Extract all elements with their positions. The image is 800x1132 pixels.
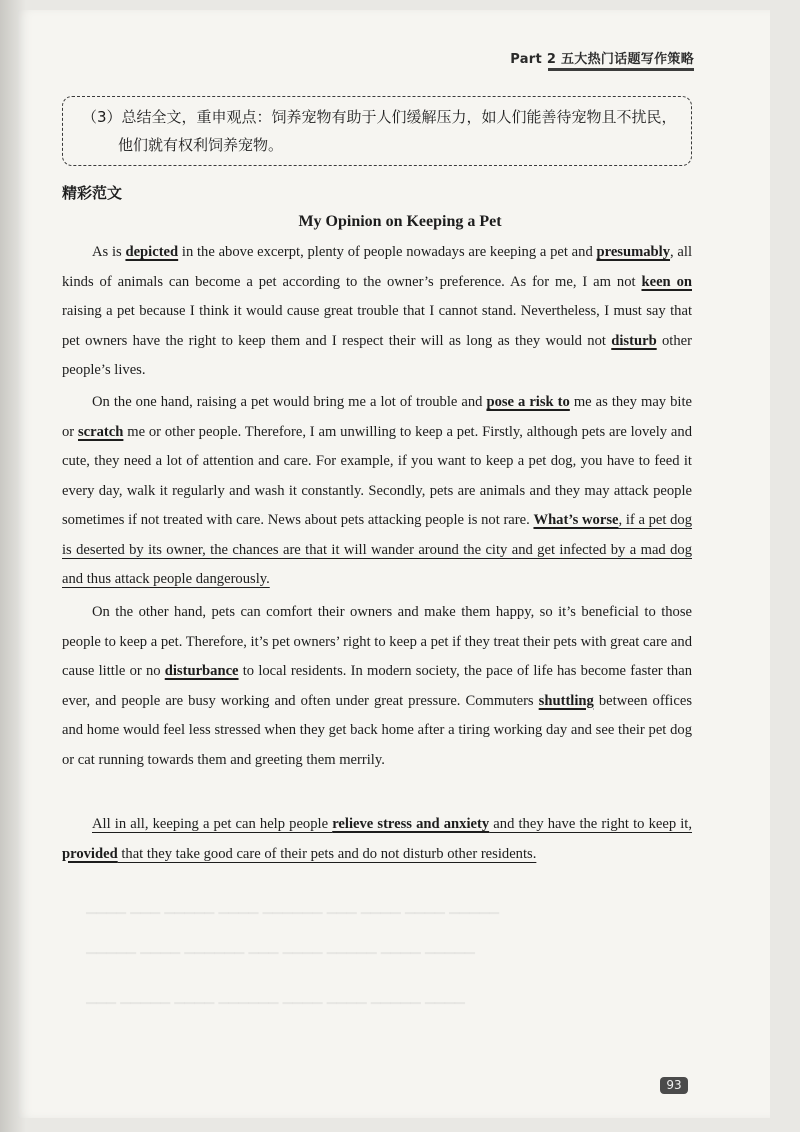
text: me as they may bite or	[62, 394, 692, 440]
underlined-sentence: All in all, keeping a pet can help people	[92, 816, 333, 832]
keyword: provided	[62, 845, 118, 862]
text: As is	[92, 244, 126, 260]
keyword: disturbance	[164, 663, 239, 679]
keyword: presumably	[596, 244, 671, 260]
essay-paragraph-1	[62, 238, 692, 386]
outline-line-2: 他们就有权利饲养宠物。	[118, 136, 284, 154]
essay-paragraph-3	[62, 598, 692, 775]
keyword: relieve stress and anxiety	[332, 816, 490, 832]
essay-paragraph-4	[62, 810, 692, 869]
bleed-through-texture: ▁▁▁ ▁▁▁▁▁ ▁▁▁▁ ▁▁▁▁▁▁ ▁▁▁▁ ▁▁▁▁ ▁▁▁▁▁ ▁▁▁▁	[86, 990, 465, 1005]
keyword: disturb	[611, 332, 657, 349]
header-rule	[548, 68, 694, 71]
underlined-sentence: that they take good care of their pets and do not disturb other residents.	[117, 845, 537, 862]
text: to local residents. In modern society, the pace of life has become faster than ever, and people are busy working and often under great pressure. Commuters	[62, 663, 692, 709]
text: On the one hand, raising a pet would bring me a lot of trouble and	[92, 394, 487, 410]
outline-line-1: （3）总结全文，重申观点：饲养宠物有助于人们缓解压力，如人们能善待宠物且不扰民，	[82, 108, 677, 126]
keyword: pose a risk to	[486, 394, 570, 410]
text: , all kinds of animals can become a pet according to the owner’s preference. As for me, I am not	[62, 244, 692, 290]
text: other people’s lives.	[62, 332, 692, 378]
bleed-through-texture: ▁▁▁▁▁ ▁▁▁▁ ▁▁▁▁▁▁ ▁▁▁ ▁▁▁▁ ▁▁▁▁▁ ▁▁▁▁ ▁▁▁▁▁	[86, 940, 475, 955]
underlined-sentence: , if a pet dog is deserted by its owner, the chances are that it will wander around the city and get infected by a mad dog and thus attack people dangerously.	[62, 512, 693, 587]
keyword: scratch	[78, 423, 124, 440]
text: in the above excerpt, plenty of people nowadays are keeping a pet and	[178, 244, 597, 260]
keyword: What’s worse	[533, 512, 619, 528]
underlined-sentence: and they have the right to keep it,	[489, 816, 693, 832]
text: On the other hand, pets can comfort their owners and make them happy, so it’s beneficial to those people to keep a pet. Therefore, it’s pet owners’ right to keep a pet if they treat their pets with great care and cause little or no	[62, 604, 692, 679]
keyword: shuttling	[538, 692, 594, 709]
essay-title: My Opinion on Keeping a Pet	[298, 213, 502, 230]
keyword: keen on	[641, 273, 692, 290]
section-title: 精彩范文	[62, 184, 123, 202]
running-header: Part 2 五大热门话题写作策略	[510, 52, 694, 67]
page-number: 93	[660, 1077, 688, 1094]
keyword: depicted	[125, 244, 179, 260]
text: between offices and home would feel less stressed when they get back home after a tiring working day and see their pet dog or cat running towards them and greeting them merrily.	[62, 692, 693, 768]
text: raising a pet because I think it would cause great trouble that I cannot stand. Nevertheless, I must say that pet owners have the right to keep them and I respect their will as long as they would not	[62, 303, 692, 349]
text: me or other people. Therefore, I am unwilling to keep a pet. Firstly, although pets are lovely and cute, they need a lot of attention and care. For example, if you want to keep a pet dog, you have to feed it every day, walk it regularly and wash it constantly. Secondly, pets are animals and they may attack people sometimes if not treated with care. News about pets attacking people is not rare.	[62, 423, 693, 528]
bleed-through-texture: ▁▁▁▁ ▁▁▁ ▁▁▁▁▁ ▁▁▁▁ ▁▁▁▁▁▁ ▁▁▁ ▁▁▁▁ ▁▁▁▁ ▁▁▁▁▁	[86, 900, 499, 915]
essay-paragraph-2	[62, 388, 692, 595]
